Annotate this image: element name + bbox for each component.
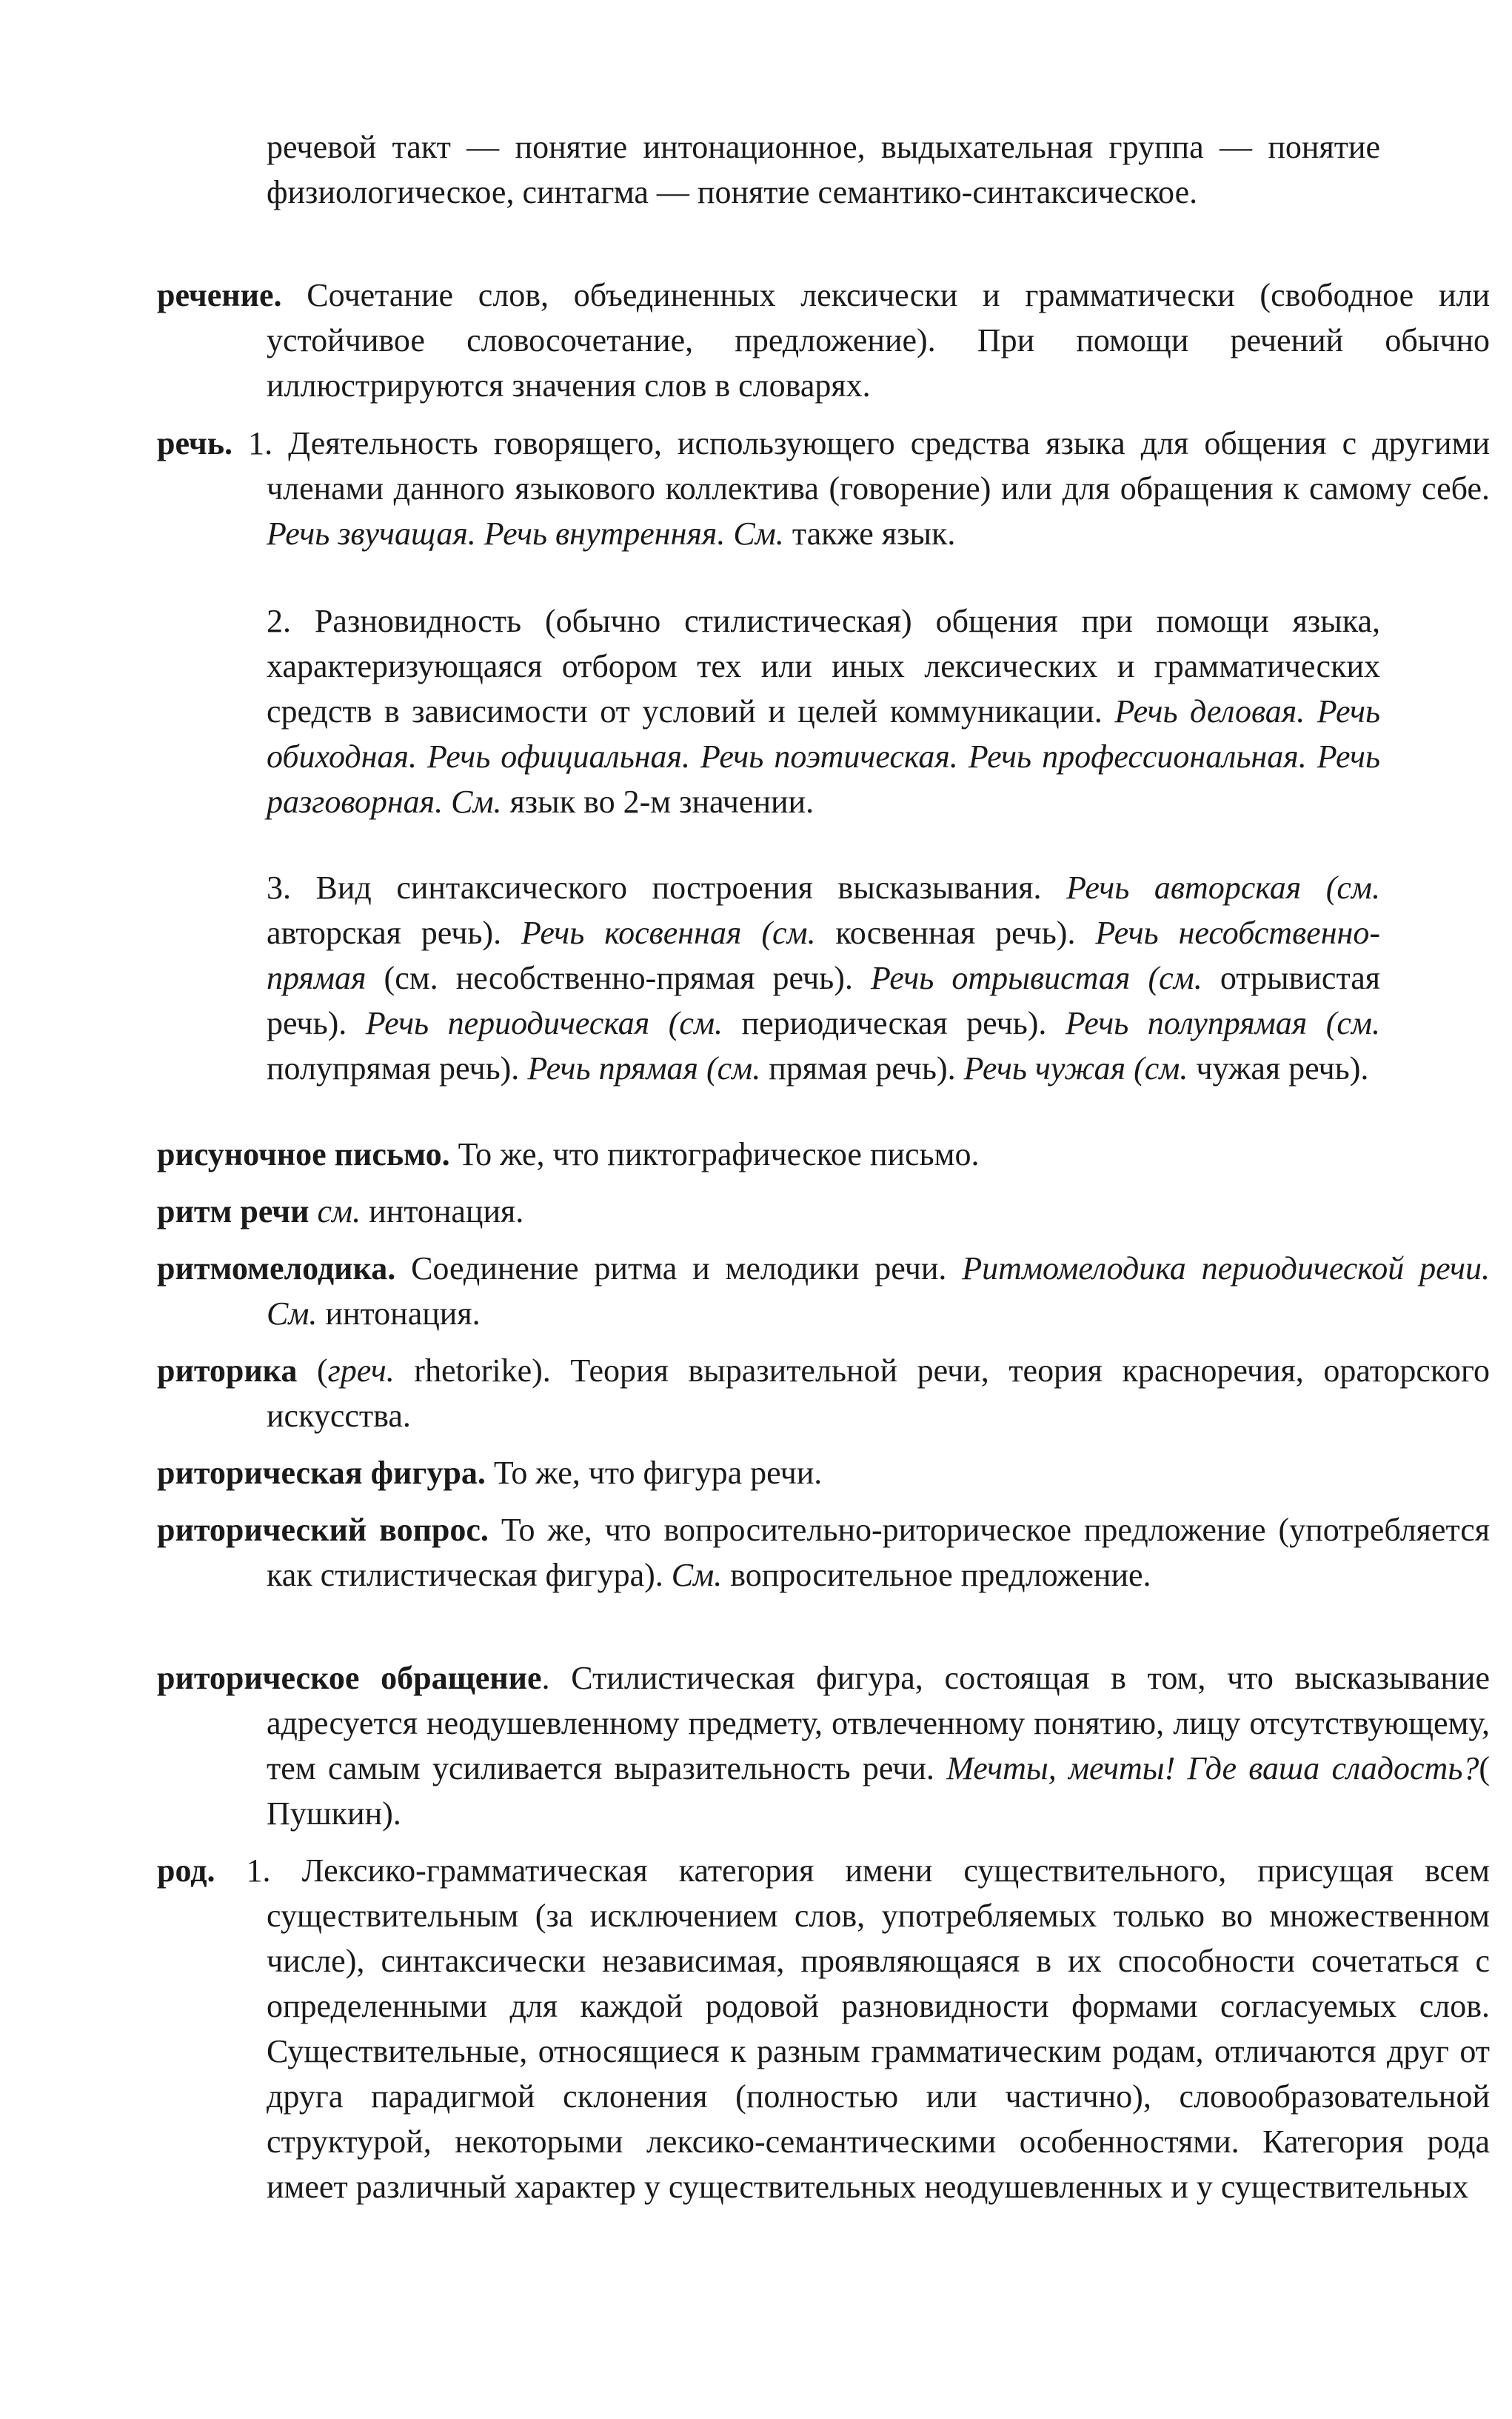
headword: риторическая фигура. [157, 1455, 486, 1491]
entry-ritoricheskiy-vopros [157, 1507, 1490, 1598]
definition: То же, что пиктографическое письмо. [449, 1136, 980, 1172]
cross-reference: См. [671, 1557, 723, 1593]
definition: То же, что фигура речи. [485, 1455, 823, 1491]
example: Речь косвенная (см. [521, 915, 816, 951]
entry-rechenie [157, 273, 1490, 408]
example: Речь звучащая. Речь внутренняя. См. [267, 516, 784, 552]
example: Речь полупрямая (см. [1065, 1005, 1380, 1041]
definition: косвенная речь). [815, 915, 1096, 951]
entry-text: речевой такт — понятие интонационное, выдыхательная группа — понятие физиологическое, синтагма — понятие семантико-синтаксическое. [267, 129, 1380, 210]
example: Речь чужая (см. [963, 1050, 1188, 1087]
definition: (см. несобственно-прямая речь). [366, 960, 871, 996]
definition: отрывистая речь). [267, 960, 1380, 1041]
headword: род. [157, 1852, 215, 1889]
example: Речь периодическая (см. [365, 1005, 723, 1041]
definition: также язык. [783, 516, 956, 552]
example: Речь авторская (см. [1066, 870, 1380, 906]
definition: 1. Деятельность говорящего, использующего средства языка для общения с другими членами данного языкового коллектива (говорение) или для обращения к самому себе. [233, 425, 1490, 507]
etymology-label: греч. [327, 1352, 395, 1389]
example: Мечты, мечты! Где ваша сладость? [946, 1750, 1479, 1786]
definition: интонация. [317, 1295, 481, 1332]
definition: rhetorike). Теория выразительной речи, теория красноречия, ораторского искусства. [267, 1352, 1491, 1434]
headword: риторика [157, 1352, 298, 1389]
headword: ритм речи [157, 1193, 310, 1229]
entry-ritm-rechi [157, 1189, 1490, 1234]
entry-continuation [267, 124, 1380, 215]
definition: 3. Вид синтаксического построения высказывания. [267, 870, 1067, 906]
definition: ( [297, 1352, 328, 1389]
definition: Сочетание слов, объединенных лексически и грамматически (свободное или устойчивое словосочетание, предложение). При помощи речений обычно иллюстрируются значения слов в словарях. [267, 277, 1490, 404]
entry-rech-sense-3 [267, 865, 1380, 1091]
definition: вопросительное предложение. [722, 1557, 1151, 1593]
example: Речь деловая. Речь обиходная. Речь официальная. Речь поэтическая. Речь профессиональная. Речь разговорная. См. [267, 693, 1381, 820]
headword: риторический вопрос. [157, 1512, 489, 1548]
cross-reference: см. [309, 1193, 361, 1229]
definition: полупрямая речь). [267, 1050, 528, 1087]
example: Ритмомелодика периодической речи. См. [267, 1250, 1491, 1332]
definition: . Стилистическая фигура, состоящая в том, что высказывание адресуется неодушевленному предмету, отвлеченному понятию, лицу отсутствующему, тем самым усиливается выразительность речи. [267, 1660, 1490, 1786]
entry-rod [157, 1848, 1490, 2209]
example: Речь несобственно-прямая [267, 915, 1381, 996]
example: Речь прямая (см. [527, 1050, 761, 1087]
entry-ritmomelodika [157, 1246, 1490, 1336]
headword: речь. [157, 425, 233, 461]
definition: Соединение ритма и мелодики речи. [395, 1250, 963, 1287]
definition: ( Пушкин). [267, 1750, 1491, 1832]
definition: интонация. [361, 1193, 524, 1229]
entry-ritorika [157, 1348, 1490, 1438]
headword: ритмомелодика. [157, 1250, 396, 1287]
definition: чужая речь). [1188, 1050, 1369, 1087]
entry-rech-sense-2 [267, 598, 1380, 824]
definition: 1. Лексико-грамматическая категория имени существительного, присущая всем существительным (за исключением слов, употребляемых только во множественном числе), синтаксически независимая, проявляющаяся в их способности сочетаться с определенными для каждой родовой разновидности формами согласуемых слов. Существительные, относящиеся к разным грамматическим родам, отличаются друг от друга парадигмой склонения (полностью или частично), словообразовательной структурой, некоторыми лексико-семантическими особенностями. Категория рода имеет различный характер у существительных неодушевленных и у существительных [215, 1852, 1490, 2205]
entry-ritoricheskaya-figura [157, 1450, 1490, 1495]
definition: прямая речь). [760, 1050, 964, 1087]
entry-risunochnoe-pismo [157, 1132, 1490, 1177]
entry-ritoricheskoe-obrashchenie [157, 1655, 1490, 1836]
definition: периодическая речь). [723, 1005, 1066, 1041]
definition: язык во 2-м значении. [501, 784, 814, 820]
headword: рисуночное письмо. [157, 1136, 450, 1172]
example: Речь отрывистая (см. [870, 960, 1202, 996]
headword: риторическое обращение [157, 1660, 542, 1696]
definition: 2. Разновидность (обычно стилистическая) общения при помощи языка, характеризующаяся отбором тех или иных лексических и грамматических средств в зависимости от условий и целей коммуникации. [267, 603, 1380, 730]
definition: авторская речь). [267, 915, 522, 951]
entry-rech-sense-1 [157, 421, 1490, 556]
definition: То же, что вопросительно-риторическое предложение (употребляется как стилистическая фигура). [267, 1512, 1490, 1593]
headword: речение. [157, 277, 282, 313]
